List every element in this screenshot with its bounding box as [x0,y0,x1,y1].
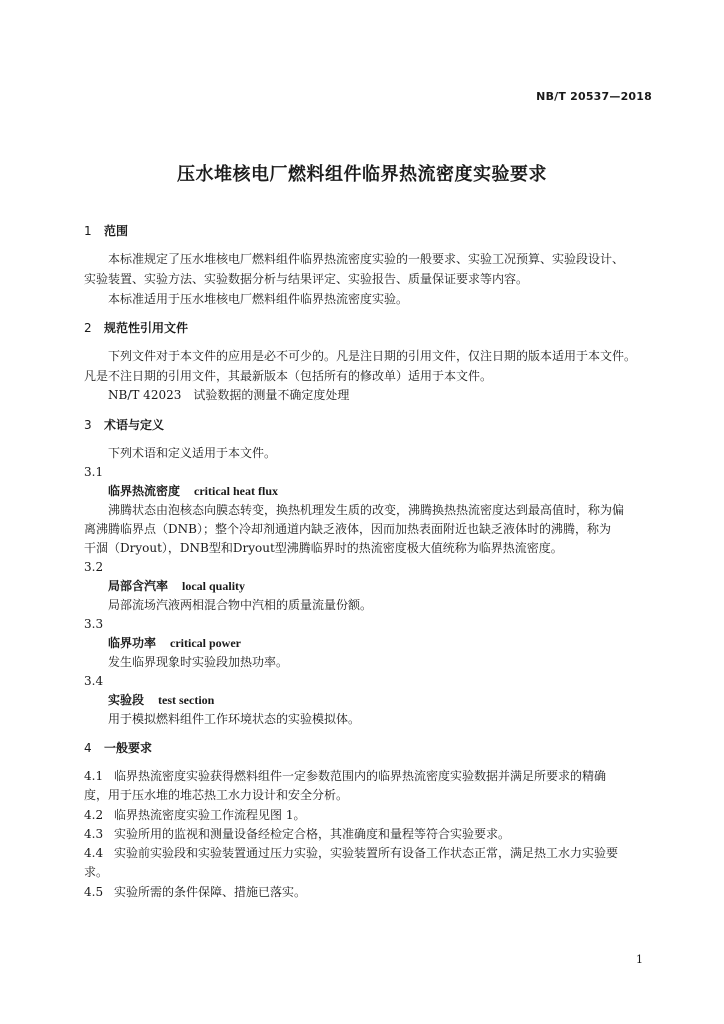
clause-continuation: 度，用于压水堆的堆芯热工水力设计和安全分析。 [84,788,349,802]
clause [84,808,305,822]
term-definition: 离沸腾临界点（DNB）；整个冷却剂通道内缺乏液体，因而加热表面附近也缺乏液体时的沸腾，称为 [84,522,611,536]
reference-item: NB/T 42023 试验数据的测量不确定度处理 [108,388,350,402]
term-definition: 局部流场汽液两相混合物中汽相的质量流量份额。 [108,598,373,612]
paragraph: 下列术语和定义适用于本文件。 [108,446,277,460]
term-entry [108,579,245,593]
clause-number: 3.3 [84,617,104,631]
clause-number: 3.1 [84,465,104,479]
clause-text: 实验前实验段和实验装置通过压力实验，实验装置所有设备工作状态正常，满足热工水力实验要 [114,846,619,860]
section-title: 一般要求 [104,741,153,755]
document-title: 压水堆核电厂燃料组件临界热流密度实验要求 [177,164,547,185]
clause-text: 临界热流密度实验获得燃料组件一定参数范围内的临界热流密度实验数据并满足所要求的精确 [114,769,607,783]
doc-code: NB/T 20537—2018 [536,90,652,103]
paragraph: 本标准规定了压水堆核电厂燃料组件临界热流密度实验的一般要求、实验工况预算、实验段设计、 [108,252,625,266]
clause-number: 4.3 [84,827,104,841]
term-entry [108,693,214,707]
paragraph: 凡是不注日期的引用文件，其最新版本（包括所有的修改单）适用于本文件。 [84,369,493,383]
section-4-heading [84,741,152,755]
term-definition: 用于模拟燃料组件工作环境状态的实验模拟体。 [108,712,361,726]
term-english: critical heat flux [194,484,278,498]
term-definition: 发生临界现象时实验段加热功率。 [108,655,289,669]
clause-text: 临界热流密度实验工作流程见图 1。 [114,808,306,822]
clause-number: 3.2 [84,560,104,574]
clause [84,885,306,899]
clause-number: 3.4 [84,674,104,688]
section-number: 3 [84,418,92,432]
section-2-heading [84,321,188,335]
clause [84,769,606,783]
paragraph: 实验装置、实验方法、实验数据分析与结果评定、实验报告、质量保证要求等内容。 [84,272,529,286]
clause-number: 4.5 [84,885,104,899]
term-chinese: 临界热流密度 [108,484,181,498]
clause-text: 实验所用的监视和测量设备经检定合格，其准确度和量程等符合实验要求。 [114,827,511,841]
clause-number: 4.4 [84,846,104,860]
clause [84,846,618,860]
term-chinese: 局部含汽率 [108,579,169,593]
clause-text: 实验所需的条件保障、措施已落实。 [114,885,307,899]
section-title: 规范性引用文件 [104,321,189,335]
term-english: test section [158,693,215,707]
paragraph: 本标准适用于压水堆核电厂燃料组件临界热流密度实验。 [108,292,409,306]
section-number: 2 [84,321,92,335]
section-title: 术语与定义 [104,418,165,432]
section-title: 范围 [104,224,129,238]
term-chinese: 临界功率 [108,636,157,650]
term-entry [108,484,278,498]
section-number: 1 [84,224,92,238]
clause-number: 4.2 [84,808,104,822]
page-number: 1 [636,953,643,966]
paragraph: 下列文件对于本文件的应用是必不可少的。凡是注日期的引用文件，仅注日期的版本适用于本文件。 [108,349,637,363]
section-3-heading [84,418,164,432]
clause [84,827,510,841]
section-1-heading [84,224,128,238]
clause-number: 4.1 [84,769,104,783]
term-entry [108,636,241,650]
clause-continuation: 求。 [84,865,109,879]
term-chinese: 实验段 [108,693,145,707]
term-english: local quality [182,579,246,593]
term-definition: 干涸（Dryout），DNB型和Dryout型沸腾临界时的热流密度极大值统称为临界热流密度。 [84,541,563,555]
term-english: critical power [170,636,241,650]
section-number: 4 [84,741,92,755]
term-definition: 沸腾状态由泡核态向膜态转变，换热机理发生质的改变，沸腾换热热流密度达到最高值时，称为偏 [108,503,625,517]
